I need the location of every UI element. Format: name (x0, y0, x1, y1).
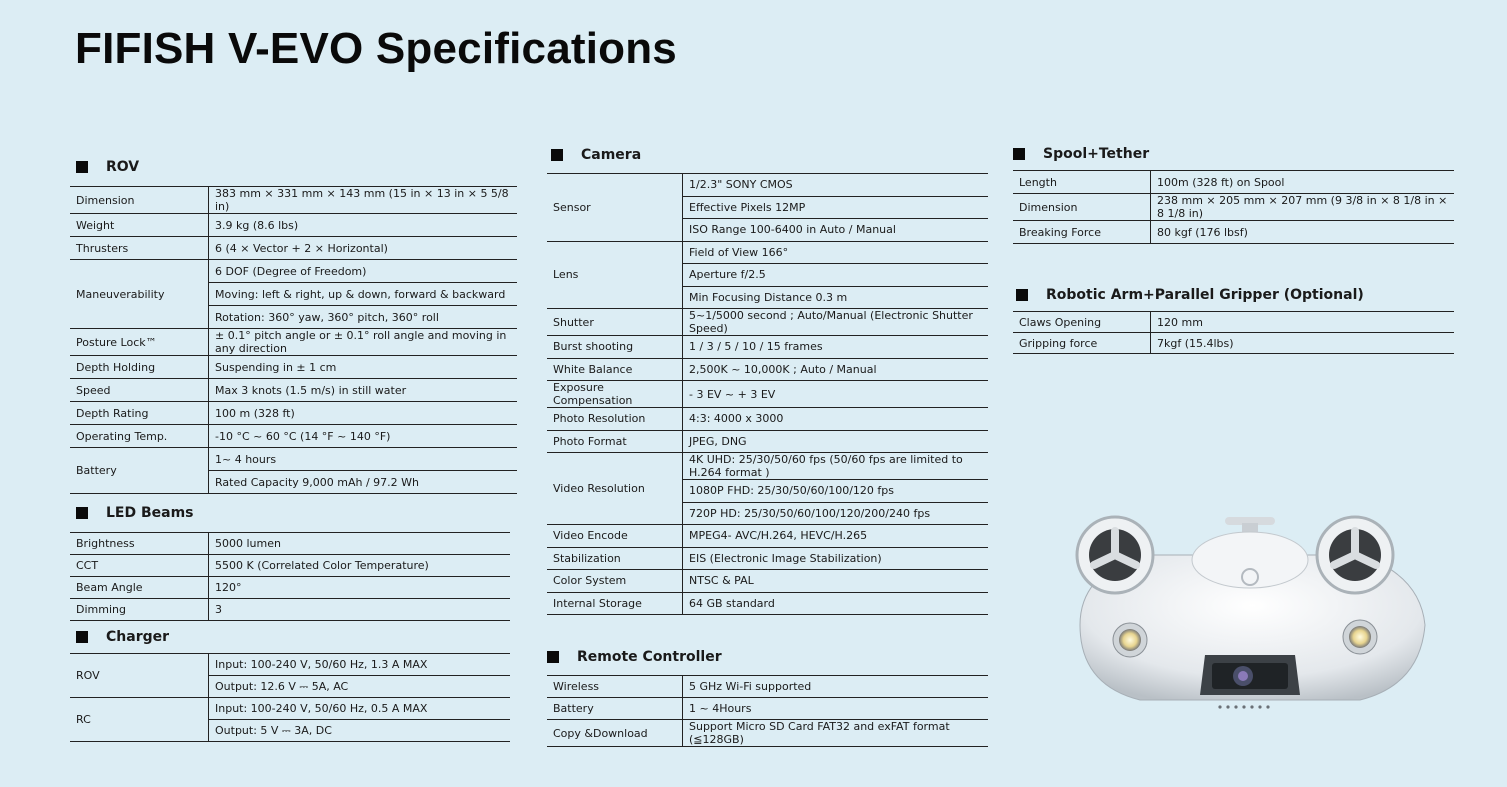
spec-value: 3.9 kg (8.6 lbs) (215, 218, 299, 232)
section-bullet-icon (1013, 148, 1025, 160)
spec-label: Wireless (547, 676, 683, 698)
section-heading (70, 621, 510, 653)
thruster-right (1317, 517, 1393, 593)
spec-label: Copy &Download (547, 720, 683, 747)
section-heading (70, 148, 517, 186)
spec-label: Length (1013, 171, 1151, 194)
spec-value: Effective Pixels 12MP (689, 200, 806, 214)
spec-value: 100 m (328 ft) (215, 406, 295, 420)
fifish-v-evo-product-image (1060, 515, 1440, 715)
spec-table (547, 173, 988, 615)
spec-label: Depth Holding (70, 356, 209, 379)
spec-label: Stabilization (547, 547, 683, 570)
spec-value: Input: 100-240 V, 50/60 Hz, 0.5 A MAX (215, 702, 428, 715)
spec-label: ROV (70, 654, 209, 698)
section-charger (70, 621, 510, 742)
section-bullet-icon (1016, 289, 1028, 301)
spec-value: 4:3: 4000 x 3000 (689, 412, 784, 426)
spec-label: Posture Lock™ (70, 329, 209, 356)
spec-table (1013, 311, 1454, 354)
spec-row (70, 260, 517, 283)
section-bullet-icon (76, 631, 88, 643)
spec-value: MPEG4- AVC/H.264, HEVC/H.265 (689, 529, 868, 543)
spec-label: Shutter (547, 309, 683, 336)
spec-value: 6 DOF (Degree of Freedom) (215, 264, 367, 278)
spec-label: Lens (547, 241, 683, 309)
spec-value: 1 / 3 / 5 / 10 / 15 frames (689, 340, 823, 354)
spec-label: Video Encode (547, 525, 683, 548)
section-bullet-icon (76, 161, 88, 173)
spec-label: Dimension (1013, 194, 1151, 221)
spec-label: Photo Resolution (547, 408, 683, 431)
spec-label: Weight (70, 214, 209, 237)
column-left (70, 148, 517, 742)
spec-value: Input: 100-240 V, 50/60 Hz, 1.3 A MAX (215, 658, 428, 671)
spec-row (547, 336, 988, 359)
spec-table (1013, 170, 1454, 244)
spec-row (547, 547, 988, 570)
spec-table (70, 532, 510, 621)
spec-label: Gripping force (1013, 333, 1151, 354)
spec-label: RC (70, 698, 209, 742)
spec-row (70, 533, 510, 555)
column-middle (547, 137, 988, 747)
section-bullet-icon (547, 651, 559, 663)
section-spool-tether (1013, 137, 1454, 244)
spec-row (70, 654, 510, 676)
spec-value: 1~ 4 hours (215, 452, 277, 466)
spec-value: NTSC & PAL (689, 574, 754, 588)
spec-row (547, 570, 988, 593)
section-heading (547, 137, 988, 173)
spec-row (70, 379, 517, 402)
spec-value: Aperture f/2.5 (689, 268, 766, 282)
spec-row (547, 592, 988, 615)
section-title: Robotic Arm+Parallel Gripper (Optional) (1046, 286, 1364, 303)
section-bullet-icon (76, 507, 88, 519)
spec-value: Output: 5 V ⎓ 3A, DC (215, 724, 332, 737)
spec-value: 100m (328 ft) on Spool (1157, 175, 1285, 189)
spec-row (547, 525, 988, 548)
spec-label: Speed (70, 379, 209, 402)
spec-value: 1 ~ 4Hours (689, 702, 752, 715)
spec-value: 720P HD: 25/30/50/60/100/120/200/240 fps (689, 506, 931, 520)
spec-value: ISO Range 100-6400 in Auto / Manual (689, 223, 896, 237)
spec-row (547, 381, 988, 408)
spec-row (1013, 194, 1454, 221)
section-title: Remote Controller (577, 649, 722, 665)
spec-row (547, 358, 988, 381)
thruster-left (1077, 517, 1153, 593)
spec-row (70, 425, 517, 448)
spec-value: Field of View 166° (689, 245, 789, 259)
spec-row (547, 174, 988, 197)
spec-value: 2,500K ~ 10,000K ; Auto / Manual (689, 362, 877, 376)
spec-value: Support Micro SD Card FAT32 and exFAT format (≦128GB) (689, 720, 950, 746)
spec-label: Thrusters (70, 237, 209, 260)
spec-value: 80 kgf (176 lbsf) (1157, 225, 1248, 239)
spec-label: Sensor (547, 174, 683, 242)
spec-value: JPEG, DNG (689, 434, 747, 448)
spec-label: Internal Storage (547, 592, 683, 615)
spec-row (70, 214, 517, 237)
spec-label: Maneuverability (70, 260, 209, 329)
spec-value: 120° (215, 581, 242, 594)
spec-row (1013, 171, 1454, 194)
spec-row (547, 453, 988, 480)
spec-row (1013, 221, 1454, 244)
spec-row (70, 698, 510, 720)
spec-label: Claws Opening (1013, 312, 1151, 333)
spec-label: White Balance (547, 358, 683, 381)
spec-value: 1/2.3" SONY CMOS (689, 178, 793, 192)
section-heading (70, 494, 510, 532)
spec-row (70, 187, 517, 214)
spec-value: Max 3 knots (1.5 m/s) in still water (215, 383, 407, 397)
spec-value: 238 mm × 205 mm × 207 mm (9 3/8 in × 8 1/8 in × 8 1/8 in) (1157, 194, 1448, 220)
spec-value: Min Focusing Distance 0.3 m (689, 290, 848, 304)
spec-label: Beam Angle (70, 577, 209, 599)
spec-value: Rotation: 360° yaw, 360° pitch, 360° roll (215, 310, 439, 324)
section-heading (547, 639, 988, 675)
spec-value: 7kgf (15.4lbs) (1157, 336, 1234, 350)
spec-value: 3 (215, 603, 222, 616)
spec-value: Moving: left & right, up & down, forward & backward (215, 287, 506, 301)
spec-value: Suspending in ± 1 cm (215, 360, 337, 374)
spec-row (70, 237, 517, 260)
section-robotic-arm (1013, 278, 1454, 354)
spec-table (70, 186, 517, 494)
spec-row (70, 402, 517, 425)
section-title: Spool+Tether (1043, 145, 1150, 162)
section-remote-controller (547, 639, 988, 747)
spec-label: Burst shooting (547, 336, 683, 359)
spec-label: CCT (70, 555, 209, 577)
spec-label: Photo Format (547, 430, 683, 453)
spec-row (70, 555, 510, 577)
spec-label: Video Resolution (547, 453, 683, 525)
spec-label: Battery (70, 448, 209, 494)
page-title: FIFISH V-EVO Specifications (75, 24, 677, 73)
spec-row (70, 599, 510, 621)
spec-row (547, 408, 988, 431)
section-bullet-icon (551, 149, 563, 161)
section-heading (1013, 278, 1454, 311)
spec-value: 1080P FHD: 25/30/50/60/100/120 fps (689, 484, 894, 498)
spec-row (1013, 312, 1454, 333)
spec-label: Dimension (70, 187, 209, 214)
spec-label: Exposure Compensation (547, 381, 683, 408)
section-rov (70, 148, 517, 494)
section-title: Charger (106, 629, 170, 645)
spec-value: 4K UHD: 25/30/50/60 fps (50/60 fps are limited to H.264 format ) (689, 453, 963, 479)
spec-value: 64 GB standard (689, 596, 775, 610)
spec-row (70, 356, 517, 379)
spec-value: 120 mm (1157, 315, 1203, 329)
section-title: Camera (581, 147, 642, 163)
spec-row (547, 720, 988, 747)
spec-table (547, 675, 988, 747)
section-led-beams (70, 494, 510, 621)
spec-row (547, 241, 988, 264)
spec-label: Breaking Force (1013, 221, 1151, 244)
section-title: LED Beams (106, 505, 194, 521)
spec-value: - 3 EV ~ + 3 EV (689, 387, 776, 401)
spec-value: 6 (4 × Vector + 2 × Horizontal) (215, 241, 388, 255)
spec-label: Depth Rating (70, 402, 209, 425)
spec-value: ± 0.1° pitch angle or ± 0.1° roll angle and moving in any direction (215, 329, 507, 355)
spec-value: Rated Capacity 9,000 mAh / 97.2 Wh (215, 475, 420, 489)
spec-row (70, 448, 517, 471)
spec-value: 383 mm × 331 mm × 143 mm (15 in × 13 in × 5 5/8 in) (215, 187, 509, 213)
spec-value: 5500 K (Correlated Color Temperature) (215, 559, 429, 572)
section-title: ROV (106, 159, 140, 175)
section-heading (1013, 137, 1454, 170)
spec-value: Output: 12.6 V ⎓ 5A, AC (215, 680, 349, 693)
spec-row (1013, 333, 1454, 354)
spec-row (547, 676, 988, 698)
spec-row (547, 430, 988, 453)
section-camera (547, 137, 988, 615)
spec-row (547, 698, 988, 720)
spec-value: 5000 lumen (215, 537, 281, 550)
spec-value: -10 °C ~ 60 °C (14 °F ~ 140 °F) (215, 429, 391, 443)
spec-row (70, 577, 510, 599)
spec-value: 5~1/5000 second ; Auto/Manual (Electronic Shutter Speed) (689, 309, 973, 335)
spec-row (547, 309, 988, 336)
column-right (1013, 137, 1454, 354)
spec-label: Battery (547, 698, 683, 720)
spec-label: Operating Temp. (70, 425, 209, 448)
spec-label: Dimming (70, 599, 209, 621)
spec-value: EIS (Electronic Image Stabilization) (689, 551, 882, 565)
spec-table (70, 653, 510, 742)
spec-label: Color System (547, 570, 683, 593)
spec-label: Brightness (70, 533, 209, 555)
spec-row (70, 329, 517, 356)
spec-value: 5 GHz Wi-Fi supported (689, 680, 812, 693)
